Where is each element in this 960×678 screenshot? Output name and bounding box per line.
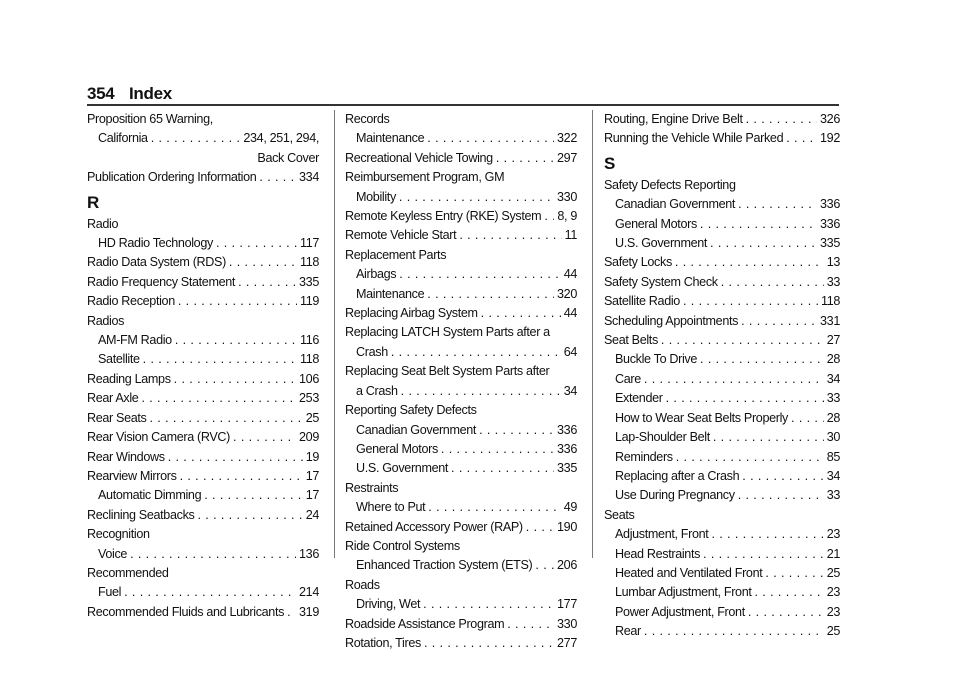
index-entry: Radio Reception . . . 119: [87, 292, 319, 311]
index-entry: Rear Vision Camera (RVC) . . . 209: [87, 428, 319, 447]
index-entry: Replacing Airbag System . . . 44: [345, 304, 577, 323]
index-entry: Fuel . . . 214: [87, 583, 319, 602]
index-entry: Rear Seats . . . 25: [87, 409, 319, 428]
index-entry: Radio Frequency Statement . . . 335: [87, 273, 319, 292]
index-entry-continuation: Back Cover: [257, 150, 319, 165]
index-entry: Safety System Check . . . 33: [604, 273, 840, 292]
index-entry: Automatic Dimming . . . 17: [87, 486, 319, 505]
index-entry: Enhanced Traction System (ETS) . . . 206: [345, 556, 577, 575]
index-entry: Use During Pregnancy . . . 33: [604, 486, 840, 505]
section-letter: S: [604, 153, 615, 173]
index-entry: Rear . . . 25: [604, 622, 840, 641]
index-entry: U.S. Government . . . 335: [604, 234, 840, 253]
index-heading: Reporting Safety Defects: [345, 403, 477, 418]
index-entry: Rearview Mirrors . . . 17: [87, 467, 319, 486]
header-rule: [87, 104, 839, 106]
index-column-2: [345, 110, 577, 653]
index-heading: Reimbursement Program, GM: [345, 170, 505, 185]
index-entry: Head Restraints . . . 21: [604, 545, 840, 564]
index-entry: Safety Locks . . . 13: [604, 253, 840, 272]
index-heading: Ride Control Systems: [345, 538, 460, 553]
index-entry: Rotation, Tires . . . 277: [345, 634, 577, 653]
index-entry: Reclining Seatbacks . . . 24: [87, 506, 319, 525]
index-entry: Roadside Assistance Program . . . 330: [345, 615, 577, 634]
index-entry: Routing, Engine Drive Belt . . . 326: [604, 110, 840, 129]
index-entry: Lap-Shoulder Belt . . . 30: [604, 428, 840, 447]
column-divider: [334, 110, 335, 558]
index-entry: Driving, Wet . . . 177: [345, 595, 577, 614]
index-entry: Maintenance . . . 322: [345, 129, 577, 148]
index-heading: Records: [345, 112, 390, 126]
index-entry: Crash . . . 64: [345, 343, 577, 362]
index-entry: Publication Ordering Information . . . 334: [87, 168, 319, 187]
page-title: Index: [129, 84, 172, 103]
section-letter: R: [87, 192, 99, 212]
index-heading: Seats: [604, 507, 635, 522]
index-heading: Radios: [87, 313, 125, 328]
index-heading: Replacement Parts: [345, 247, 447, 262]
index-heading: Recognition: [87, 527, 150, 542]
index-heading: Roads: [345, 577, 380, 592]
index-entry: Retained Accessory Power (RAP) . . . 190: [345, 518, 577, 537]
index-entry: Remote Keyless Entry (RKE) System . . . 8, 9: [345, 207, 577, 226]
index-heading: Restraints: [345, 480, 399, 495]
index-entry: Remote Vehicle Start . . . 11: [345, 226, 577, 245]
column-divider: [592, 110, 593, 558]
index-entry: General Motors . . . 336: [604, 215, 840, 234]
index-entry: Canadian Government . . . 336: [345, 421, 577, 440]
index-entry: Scheduling Appointments . . . 331: [604, 312, 840, 331]
index-entry: California . . . 234, 251, 294,: [87, 129, 319, 148]
index-entry: Where to Put . . . 49: [345, 498, 577, 517]
index-column-1: [87, 110, 319, 622]
index-entry: Voice . . . 136: [87, 545, 319, 564]
index-entry: Reminders . . . 85: [604, 448, 840, 467]
index-entry: Reading Lamps . . . 106: [87, 370, 319, 389]
index-entry: Lumbar Adjustment, Front . . . 23: [604, 583, 840, 602]
index-entry: Radio Data System (RDS) . . . 118: [87, 253, 319, 272]
index-heading: Recommended: [87, 565, 169, 580]
index-entry: Adjustment, Front . . . 23: [604, 525, 840, 544]
page-number: 354: [87, 84, 115, 103]
index-heading: Safety Defects Reporting: [604, 177, 736, 192]
index-entry: Care . . . 34: [604, 370, 840, 389]
index-entry: a Crash . . . 34: [345, 382, 577, 401]
index-entry: Running the Vehicle While Parked . . . 192: [604, 129, 840, 148]
index-entry: Maintenance . . . 320: [345, 285, 577, 304]
index-heading: Proposition 65 Warning,: [87, 112, 213, 126]
index-heading: Replacing Seat Belt System Parts after: [345, 364, 550, 379]
index-entry: Seat Belts . . . 27: [604, 331, 840, 350]
index-entry: AM-FM Radio . . . 116: [87, 331, 319, 350]
index-entry: Mobility . . . 330: [345, 188, 577, 207]
index-heading: Replacing LATCH System Parts after a: [345, 325, 550, 340]
index-entry: General Motors . . . 336: [345, 440, 577, 459]
index-entry: HD Radio Technology . . . 117: [87, 234, 319, 253]
index-entry: How to Wear Seat Belts Properly . . . 28: [604, 409, 840, 428]
index-entry: Heated and Ventilated Front . . . 25: [604, 564, 840, 583]
index-column-3: [604, 110, 840, 642]
index-entry: U.S. Government . . . 335: [345, 459, 577, 478]
index-entry: Recreational Vehicle Towing . . . 297: [345, 149, 577, 168]
index-entry: Satellite . . . 118: [87, 350, 319, 369]
index-heading: Radio: [87, 216, 119, 231]
index-entry: Power Adjustment, Front . . . 23: [604, 603, 840, 622]
index-entry: Rear Axle . . . 253: [87, 389, 319, 408]
index-entry: Rear Windows . . . 19: [87, 448, 319, 467]
index-entry: Satellite Radio . . . 118: [604, 292, 840, 311]
index-entry: Canadian Government . . . 336: [604, 195, 840, 214]
index-entry: Buckle To Drive . . . 28: [604, 350, 840, 369]
page-header: [87, 84, 839, 106]
index-entry: Replacing after a Crash . . . 34: [604, 467, 840, 486]
index-entry: Extender . . . 33: [604, 389, 840, 408]
index-entry: Airbags . . . 44: [345, 265, 577, 284]
index-entry: Recommended Fluids and Lubricants . . . 319: [87, 603, 319, 622]
